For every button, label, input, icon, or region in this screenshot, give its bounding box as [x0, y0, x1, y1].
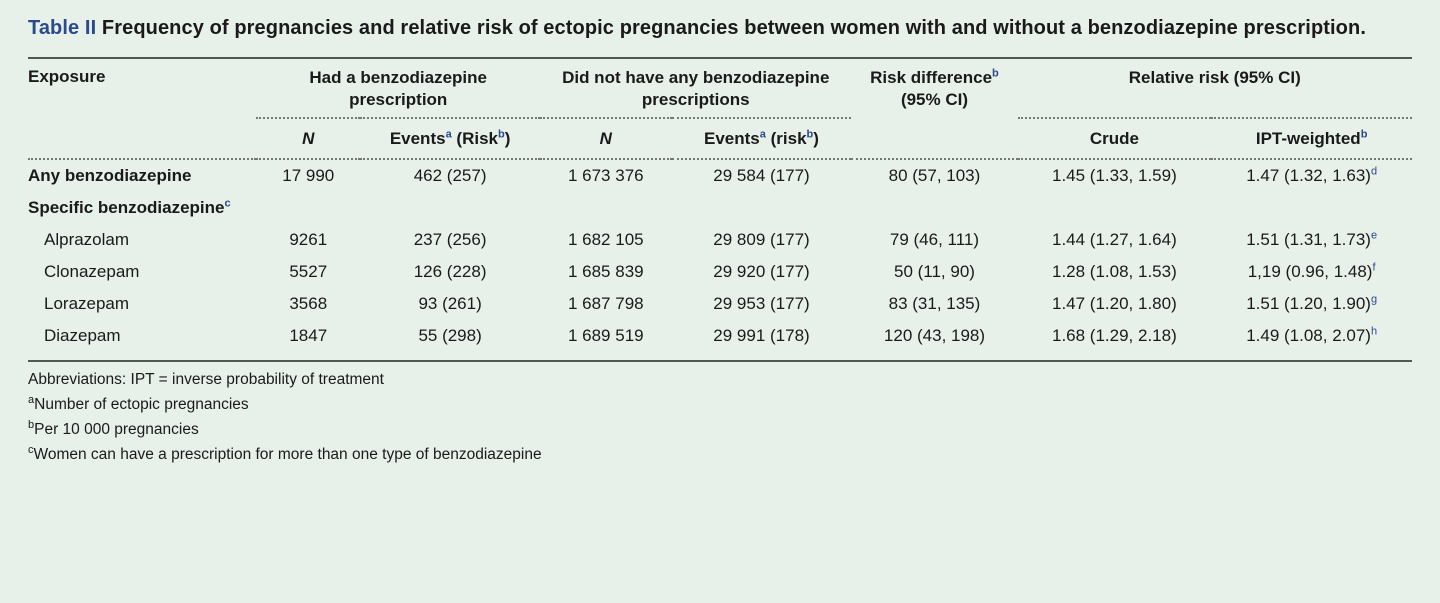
cell-risk-difference [851, 192, 1017, 224]
cell-exposed-events: 55 (298) [418, 326, 482, 346]
cell-crude: 1.45 (1.33, 1.59) [1052, 166, 1177, 186]
header-risk-difference-sup: b [992, 67, 999, 80]
cell-risk-difference: 79 (46, 111) [889, 230, 980, 250]
cell-exposed-events: 237 (256) [413, 230, 487, 250]
cell-exposed-events: 126 (228) [413, 262, 487, 282]
table-row [28, 256, 1412, 288]
subheader-exposed-events-sup-b: b [498, 128, 505, 141]
subheader-unexposed-events-close: ) [813, 129, 819, 149]
footnote-c-marker: c [28, 444, 34, 457]
subheader-unexposed-events-sup-b: b [806, 128, 814, 141]
subheader-exposed-n: N [256, 118, 360, 157]
subheader-crude: Crude [1018, 118, 1212, 157]
cell-unexposed-n: 1 682 105 [567, 230, 644, 250]
cell-exposed-n [256, 192, 360, 224]
subheader-exposed-events [360, 118, 540, 157]
subheader-unexposed-n: N [540, 118, 671, 157]
cell-unexposed-n [540, 192, 671, 224]
cell-unexposed-n: 1 687 798 [567, 294, 644, 314]
footnote-abbreviations-text: Abbreviations: IPT = inverse probability of treatment [28, 371, 384, 389]
cell-ipt [1211, 288, 1412, 320]
cell-ipt [1211, 192, 1412, 224]
table-header-groups [28, 58, 1412, 118]
cell-unexposed-events [672, 192, 852, 224]
cell-ipt [1211, 159, 1412, 192]
cell-risk-difference: 80 (57, 103) [888, 166, 981, 186]
cell-risk-difference: 83 (31, 135) [888, 294, 981, 314]
cell-ipt-sup: d [1370, 165, 1378, 178]
cell-risk-difference: 50 (11, 90) [893, 262, 975, 282]
cell-crude: 1.47 (1.20, 1.80) [1052, 294, 1177, 314]
header-risk-difference-ci: (95% CI) [900, 90, 969, 110]
table-caption-text: Frequency of pregnancies and relative risk of ectopic pregnancies between women with and without a benzodiazepine prescription. [101, 17, 1366, 39]
cell-ipt-sup: h [1370, 325, 1378, 338]
row-label-specific-benzodiazepine [28, 192, 256, 224]
cell-unexposed-events: 29 920 (177) [713, 262, 810, 282]
cell-crude: 1.44 (1.27, 1.64) [1052, 230, 1177, 250]
cell-unexposed-n: 1 689 519 [567, 326, 644, 346]
cell-crude: 1.68 (1.29, 2.18) [1052, 326, 1177, 346]
subheader-exposed-events-close: ) [504, 129, 511, 149]
subheader-unexposed-events [672, 118, 852, 157]
table-caption [28, 14, 1412, 43]
table-number: Table II [28, 17, 97, 39]
row-label-diazepam: Diazepam [44, 326, 121, 346]
header-group-relative-risk: Relative risk (95% CI) [1018, 58, 1412, 118]
cell-crude [1018, 192, 1212, 224]
cell-unexposed-events: 29 991 (178) [713, 326, 810, 346]
cell-ipt-value: 1.51 (1.31, 1.73) [1246, 230, 1371, 250]
cell-exposed-events: 93 (261) [418, 294, 482, 314]
cell-exposed-events: 462 (257) [413, 166, 487, 186]
cell-unexposed-n: 1 673 376 [567, 166, 644, 186]
row-label-clonazepam: Clonazepam [44, 262, 140, 282]
footnote-b-marker: b [28, 419, 35, 432]
cell-exposed-n: 9261 [289, 230, 328, 250]
table-row [28, 159, 1412, 192]
header-risk-difference-text: Risk difference [870, 68, 993, 87]
cell-unexposed-events: 29 953 (177) [713, 294, 810, 314]
table-body [28, 159, 1412, 352]
header-exposure: Exposure [28, 58, 256, 157]
cell-unexposed-n: 1 685 839 [567, 262, 644, 282]
cell-ipt-value: 1,19 (0.96, 1.48) [1247, 262, 1373, 282]
cell-ipt-sup: g [1370, 293, 1378, 306]
row-label-lorazepam: Lorazepam [44, 294, 130, 314]
cell-crude: 1.28 (1.08, 1.53) [1052, 262, 1177, 282]
table-row [28, 288, 1412, 320]
row-label-any-benzodiazepine: Any benzodiazepine [28, 166, 192, 186]
table-row [28, 192, 1412, 224]
subheader-unexposed-events-text: Events [704, 129, 760, 149]
subheader-exposed-events-risk: (Risk [456, 129, 498, 149]
cell-exposed-n: 5527 [289, 262, 328, 282]
footnote-b [28, 418, 1412, 442]
subheader-ipt [1211, 118, 1412, 157]
subheader-unexposed-events-risk: (risk [770, 129, 807, 149]
cell-ipt-sup: e [1370, 229, 1378, 242]
cell-ipt-sup: f [1372, 261, 1376, 274]
footnote-c [28, 443, 1412, 467]
cell-ipt [1211, 256, 1412, 288]
subheader-exposed-events-text: Events [389, 129, 446, 149]
cell-exposed-n: 1847 [289, 326, 328, 346]
footnote-b-text: Per 10 000 pregnancies [34, 421, 199, 439]
table-footnotes [28, 360, 1412, 467]
cell-exposed-events [360, 192, 540, 224]
subheader-ipt-sup: b [1360, 128, 1368, 141]
header-group-exposed: Had a benzodiazepine prescription [256, 58, 540, 118]
cell-risk-difference: 120 (43, 198) [883, 326, 986, 346]
row-label-alprazolam: Alprazolam [44, 230, 130, 250]
subheader-unexposed-events-sup-a: a [759, 128, 766, 141]
header-group-risk-difference [851, 58, 1017, 157]
subheader-ipt-text: IPT-weighted [1255, 129, 1361, 149]
table-row [28, 224, 1412, 256]
cell-exposed-n: 17 990 [282, 166, 335, 186]
footnote-abbreviations [28, 368, 1412, 392]
cell-unexposed-events: 29 809 (177) [713, 230, 810, 250]
cell-unexposed-events: 29 584 (177) [713, 166, 810, 186]
footnote-a [28, 393, 1412, 417]
row-label-specific-text: Specific benzodiazepine [28, 198, 225, 218]
cell-ipt-value: 1.49 (1.08, 2.07) [1246, 326, 1371, 346]
results-table [28, 57, 1412, 352]
table-row [28, 320, 1412, 352]
cell-ipt-value: 1.47 (1.32, 1.63) [1246, 166, 1371, 186]
subheader-exposed-events-sup-a: a [445, 128, 452, 141]
cell-ipt [1211, 224, 1412, 256]
footnote-a-marker: a [28, 394, 35, 407]
cell-exposed-n: 3568 [289, 294, 328, 314]
footnote-c-text: Women can have a prescription for more than one type of benzodiazepine [33, 446, 542, 464]
header-group-unexposed: Did not have any benzodiazepine prescriptions [540, 58, 851, 118]
footnote-a-text: Number of ectopic pregnancies [34, 396, 249, 414]
cell-ipt [1211, 320, 1412, 352]
cell-ipt-value: 1.51 (1.20, 1.90) [1246, 294, 1371, 314]
row-label-specific-sup: c [224, 197, 231, 210]
